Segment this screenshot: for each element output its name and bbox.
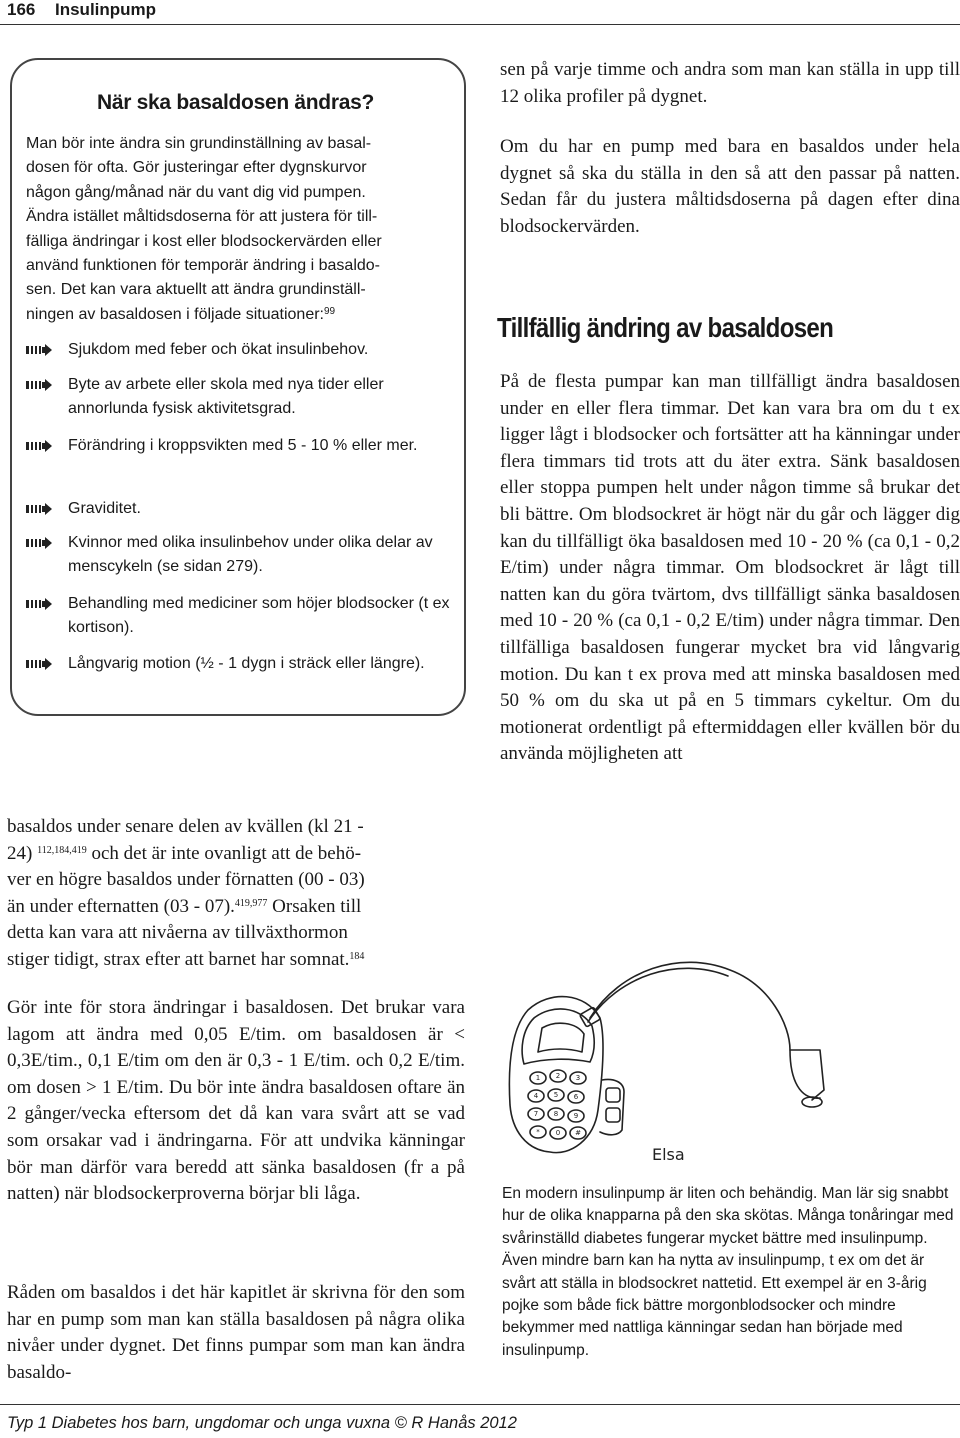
keypad-key: 3 [575, 1074, 581, 1082]
right-paragraph-2: Om du har en pump med bara en basaldos under hela dygnet så ska du ställa in den så att den passar på natten. Sedan får du justera måltidsdoserna på dagen efter dina blodsockervärden. [500, 136, 960, 237]
keypad-key: 6 [573, 1093, 579, 1101]
reference-superscript: 184 [349, 950, 365, 962]
bullet-text: Behandling med mediciner som höjer blodsocker (t ex kortison). [68, 595, 450, 637]
bullet-item [26, 373, 466, 422]
keypad-key: # [575, 1129, 581, 1137]
box-line: fälliga ändringar i kost eller blodsockervärden eller [26, 232, 382, 250]
bullet-item [26, 434, 466, 458]
keypad-key: 7 [533, 1110, 539, 1118]
right-paragraph-1: sen på varje timme och andra som man kan ställa in upp till 12 olika profiler på dygnet. [500, 59, 960, 107]
running-section-title: Insulinpump [55, 0, 157, 19]
bullet-text: Långvarig motion (½ - 1 dygn i sträck eller längre). [68, 655, 425, 672]
keypad-key: 4 [533, 1092, 539, 1100]
box-line: någon gång/månad när du vant dig vid pumpen. [26, 183, 366, 201]
box-line: Ändra istället måltidsdoserna för att justera för till- [26, 208, 378, 226]
box-paragraph [26, 132, 462, 327]
insulin-pump-drawing [490, 930, 830, 1170]
info-box [10, 58, 466, 716]
arrow-bullet-icon [26, 440, 52, 452]
bullet-item [26, 652, 466, 676]
page-number: 166 [7, 0, 36, 19]
bullet-item [26, 338, 466, 362]
keypad-key: 8 [553, 1110, 559, 1118]
bullet-text: Kvinnor med olika insulinbehov under olika delar av menscykeln (se sidan 279). [68, 534, 433, 576]
left-paragraph-3: Råden om basaldos i det här kapitlet är skrivna för den som har en pump som man kan ställa basaldosen på några olika nivåer under dygnet. Det finns pumpar som man kan ändra basaldo- [7, 1282, 465, 1383]
reference-superscript: 99 [323, 305, 336, 317]
box-line: sen. Det kan vara aktuellt att ändra grundinställ- [26, 281, 366, 299]
box-line-text: ningen av basaldosen i följade situationer: [26, 305, 324, 323]
footer-rule [0, 1404, 960, 1405]
bullet-item [26, 592, 466, 641]
box-line [26, 303, 462, 327]
text-line: ver en högre basaldos under förnatten (00 - 03) [7, 869, 365, 891]
page-header [0, 0, 960, 26]
header-rule [0, 24, 960, 25]
text-line: detta kan vara att nivåerna av tillväxthormon [7, 922, 348, 944]
text-fragment: Orsaken till [272, 895, 362, 917]
page-footer: Typ 1 Diabetes hos barn, ungdomar och unga vuxna © R Hanås 2012 [7, 1414, 517, 1432]
bullet-text: Förändring i kroppsvikten med 5 - 10 % eller mer. [68, 437, 418, 454]
text-fragment: och det är inte ovanligt att de behö- [91, 842, 362, 864]
bullet-item [26, 531, 466, 580]
keypad-key: 1 [535, 1074, 541, 1082]
text-line: basaldos under senare delen av kvällen (kl 21 - [7, 816, 364, 837]
bullet-text: Sjukdom med feber och ökat insulinbehov. [68, 341, 369, 358]
keypad-key: 9 [573, 1112, 579, 1120]
left-paragraph-2: Gör inte för stora ändringar i basaldosen. Det brukar vara lagom att ändra med 0,05 E/tim. om basaldosen är < 0,3E/tim., 0,1 E/tim om den är 0,3 - 1 E/tim. och 0,2 E/tim. om dosen > 1 E/tim. Du bör inte ändra basaldosen oftare än 2 gånger/vecka eftersom det då kan vara svårt att se vad som orsakar vad i ändringarna. För att undvika känningar bör man därför vara beredd att sänka basaldosen (fr a på natten) när blodsockerproverna börjar bli låga. [7, 997, 465, 1205]
box-line: dosen för ofta. Gör justeringar efter dygnskurvor [26, 159, 367, 177]
left-paragraph-1 [7, 814, 465, 974]
arrow-bullet-icon [26, 344, 52, 356]
text-line [7, 841, 465, 868]
text-line [7, 947, 465, 974]
artist-signature: Elsa [652, 1145, 685, 1164]
text-line [7, 894, 465, 921]
section-heading: Tillfällig ändring av basaldosen [497, 312, 834, 343]
keypad-key: 5 [553, 1091, 559, 1099]
keypad-key: 2 [555, 1072, 561, 1080]
box-title: När ska basaldosen ändras? [97, 91, 374, 114]
box-line: Man bör inte ändra sin grundinställning av basal- [26, 135, 372, 152]
text-fragment: än under efternatten (03 - 07). [7, 895, 235, 917]
arrow-bullet-icon [26, 598, 52, 610]
reference-superscript: 112,184,419 [37, 844, 87, 856]
text-fragment: 24) [7, 842, 33, 864]
arrow-bullet-icon [26, 379, 52, 391]
arrow-bullet-icon [26, 503, 52, 515]
arrow-bullet-icon [26, 658, 52, 670]
arrow-bullet-icon [26, 537, 52, 549]
box-line: använd funktionen för temporär ändring i basaldo- [26, 257, 380, 275]
figure-caption: En modern insulinpump är liten och behändig. Man lär sig snabbt hur de olika knapparna på den ska skötas. Många tonåringar med svårinställd diabetes fungerar mycket bättre med insulinpump. Även mindre barn kan ha nytta av insulinpump, t ex om det är svårt att ställa in blodsockret nattetid. Ett exempel är en 3-årig pojke som både fick bättre morgonblodsocker och mindre bekymmer med nattliga känningar sedan han började med insulinpump. [502, 1185, 954, 1359]
keypad-key: * [536, 1128, 540, 1136]
bullet-item [26, 497, 466, 521]
reference-superscript: 419,977 [234, 897, 268, 909]
bullet-text: Graviditet. [68, 500, 141, 517]
bullet-text: Byte av arbete eller skola med nya tider eller annorlunda fysisk aktivitetsgrad. [68, 376, 384, 418]
keypad-key: 0 [555, 1129, 561, 1137]
text-fragment: stiger tidigt, strax efter att barnet har somnat. [7, 948, 350, 970]
right-paragraph-3: På de flesta pumpar kan man tillfälligt ändra basaldosen under en eller flera timmar. Det kan vara bra om du t ex ligger lågt i blodsocker och fortsätter att ha känningar under flera timmars tid trots att du äter extra. Sänk basaldosen eller stoppa pumpen helt under någon timme så brukar det bli bättre. Om blodsockret är högt när du går och lägger dig kan du tillfälligt öka basaldosen med 10 - 20 % (ca 0,1 - 0,2 E/tim) under några timmar. Om blodsockret är lågt till natten kan du göra tvärtom, dvs tillfälligt sänka basaldosen med 10 - 20 % (ca 0,1 - 0,2 E/tim) under några timmar. Den tillfälliga basaldosen fungerar mycket bra vid långvarig motion. Du kan t ex prova med att minska basaldosen med 50 % om du ska ut på en 5 timmars cykeltur. Om du motionerat ordentligt på eftermiddagen eller kvällen bör du använda möjligheten att [500, 371, 960, 765]
